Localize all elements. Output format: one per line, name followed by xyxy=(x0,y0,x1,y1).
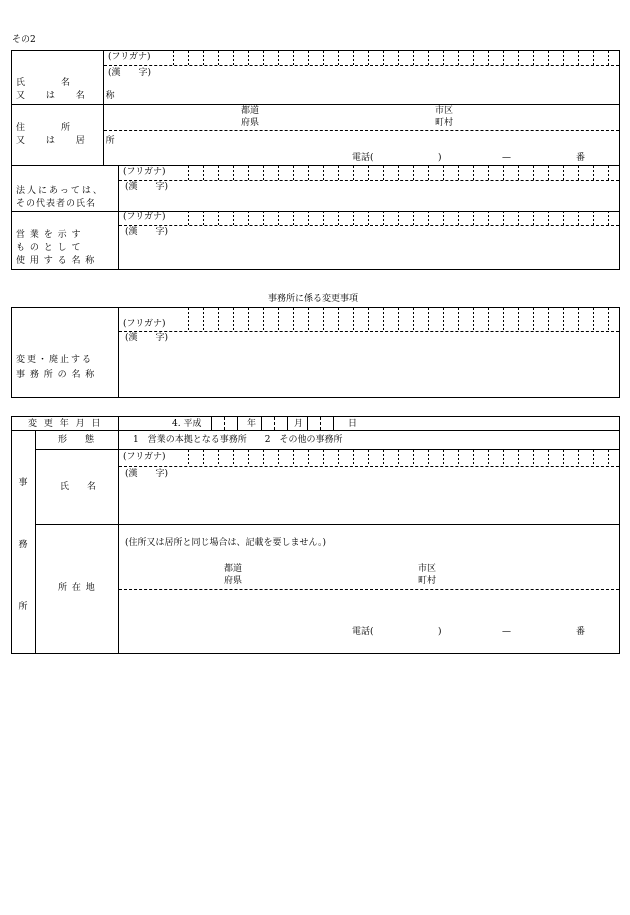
todofuken-label: 都道 xyxy=(224,564,243,574)
furigana-boxes[interactable] xyxy=(188,166,619,180)
location-field[interactable] xyxy=(119,590,619,626)
phone-dash: — xyxy=(502,153,511,163)
trade-label: 営 業 を 示 す xyxy=(16,230,82,240)
furigana-label: (フリガナ) xyxy=(123,319,166,329)
furigana-boxes[interactable] xyxy=(173,51,619,65)
furigana-label: (フリガナ) xyxy=(123,452,166,462)
shiku-label: 市区 xyxy=(418,564,437,574)
kanji-label: (漢 字) xyxy=(125,227,169,237)
address-label: 住 所 xyxy=(16,123,71,133)
kanji-label: (漢 字) xyxy=(125,469,169,479)
representative-label: 法人にあっては、 xyxy=(16,186,104,196)
form-options[interactable]: 1 営業の本拠となる事務所 2 その他の事務所 xyxy=(133,435,343,445)
office-manager-name-field[interactable] xyxy=(119,467,619,523)
todofuken-label-2: 府県 xyxy=(241,118,260,128)
todofuken-label-2: 府県 xyxy=(224,576,243,586)
address-field[interactable] xyxy=(104,131,619,153)
change-date-input[interactable] xyxy=(211,417,342,430)
year-label: 年 xyxy=(247,419,257,429)
page-label: その2 xyxy=(12,35,36,45)
divider xyxy=(12,430,619,431)
shiku-label-2: 町村 xyxy=(418,576,437,586)
divider xyxy=(36,524,619,525)
phone-close: ) xyxy=(438,627,442,637)
change-date-label: 変 更 年 月 日 xyxy=(28,419,103,429)
phone-label: 電話( xyxy=(352,627,374,637)
furigana-label: (フリガナ) xyxy=(123,167,166,177)
furigana-label: (フリガナ) xyxy=(123,212,166,222)
phone-label: 電話( xyxy=(352,153,374,163)
furigana-boxes[interactable] xyxy=(188,450,619,466)
phone-close: ) xyxy=(438,153,442,163)
name-label: 氏 名 xyxy=(16,78,71,88)
phone-ban: 番 xyxy=(576,627,586,637)
trade-label-2: も の と し て xyxy=(16,243,82,253)
era-label: 4. 平成 xyxy=(172,419,202,429)
form-label: 形 態 xyxy=(58,435,95,445)
phone-ban: 番 xyxy=(576,153,586,163)
phone-dash: — xyxy=(502,627,511,637)
day-label: 日 xyxy=(348,419,358,429)
location-label: 所 在 地 xyxy=(58,583,96,593)
kanji-label: (漢 字) xyxy=(125,333,169,343)
month-label: 月 xyxy=(294,419,304,429)
office-name-field[interactable] xyxy=(119,332,619,397)
kanji-label: (漢 字) xyxy=(125,182,169,192)
name-label-sub: 又 は 名 称 xyxy=(16,91,124,101)
office-label-sub: 事 務 所 の 名 称 xyxy=(16,370,96,380)
office-name-label: 氏 名 xyxy=(60,482,97,492)
vertical-label-char: 務 xyxy=(18,540,28,550)
vertical-label-char: 事 xyxy=(18,478,28,488)
furigana-boxes[interactable] xyxy=(188,211,619,225)
furigana-label: (フリガナ) xyxy=(108,52,151,62)
applicant-name-field[interactable] xyxy=(104,80,619,103)
shiku-label: 市区 xyxy=(435,106,454,116)
section-title: 事務所に係る変更事項 xyxy=(268,294,359,304)
location-note: (住所又は居所と同じ場合は、記載を要しません。) xyxy=(125,538,327,548)
kanji-label: (漢 字) xyxy=(108,68,152,78)
trade-name-field[interactable] xyxy=(119,226,619,269)
todofuken-label: 都道 xyxy=(241,106,260,116)
shiku-label-2: 町村 xyxy=(435,118,454,128)
divider xyxy=(35,431,36,653)
representative-label-sub: その代表者の氏名 xyxy=(16,199,97,209)
furigana-boxes[interactable] xyxy=(188,308,619,331)
office-label: 変更・廃止する xyxy=(16,355,94,365)
address-label-sub: 又 は 居 所 xyxy=(16,136,124,146)
divider xyxy=(104,65,619,66)
trade-label-3: 使 用 す る 名 称 xyxy=(16,256,96,266)
representative-name-field[interactable] xyxy=(119,181,619,210)
vertical-label-char: 所 xyxy=(18,602,28,612)
